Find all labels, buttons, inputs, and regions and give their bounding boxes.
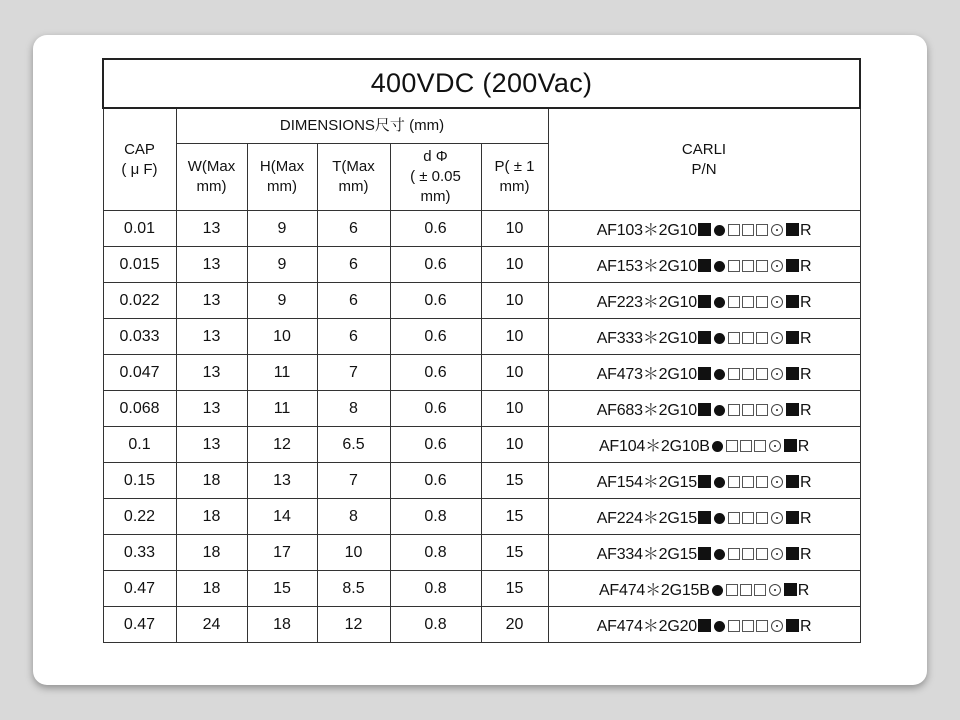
empty-square-icon bbox=[742, 404, 754, 416]
circled-dot-icon bbox=[771, 476, 783, 488]
table-row bbox=[103, 211, 860, 247]
cell-d: 0.8 bbox=[390, 571, 481, 607]
cell-d: 0.6 bbox=[390, 391, 481, 427]
part-number-prefix: AF224＊2G15 bbox=[596, 510, 697, 527]
filled-circle-icon bbox=[714, 405, 725, 416]
part-number-suffix: R bbox=[799, 402, 812, 419]
header-part-number bbox=[548, 108, 860, 211]
cell-d: 0.8 bbox=[390, 607, 481, 643]
cell-cap: 0.01 bbox=[103, 211, 176, 247]
empty-square-icon bbox=[756, 620, 768, 632]
cell-w: 18 bbox=[176, 535, 247, 571]
cell-t: 8 bbox=[317, 499, 390, 535]
cell-w: 24 bbox=[176, 607, 247, 643]
cell-h: 17 bbox=[247, 535, 317, 571]
filled-square-icon bbox=[698, 259, 711, 272]
empty-square-icon bbox=[742, 296, 754, 308]
cell-w: 13 bbox=[176, 211, 247, 247]
empty-square-icon bbox=[742, 620, 754, 632]
cell-t: 6.5 bbox=[317, 427, 390, 463]
filled-square-icon bbox=[698, 403, 711, 416]
header-pitch bbox=[481, 144, 548, 211]
cell-w: 13 bbox=[176, 391, 247, 427]
cell-d: 0.6 bbox=[390, 355, 481, 391]
filled-square-icon bbox=[786, 619, 799, 632]
cell-cap: 0.033 bbox=[103, 319, 176, 355]
empty-square-icon bbox=[728, 224, 740, 236]
part-number-prefix: AF473＊2G10 bbox=[596, 366, 697, 383]
cell-h: 10 bbox=[247, 319, 317, 355]
cell-d: 0.6 bbox=[390, 211, 481, 247]
part-number-prefix: AF334＊2G15 bbox=[596, 546, 697, 563]
filled-circle-icon bbox=[714, 333, 725, 344]
cell-part-number bbox=[548, 427, 860, 463]
empty-square-icon bbox=[742, 368, 754, 380]
table-row bbox=[103, 319, 860, 355]
part-number-suffix: R bbox=[799, 546, 812, 563]
circled-dot-icon bbox=[771, 296, 783, 308]
circled-dot-icon bbox=[771, 512, 783, 524]
part-number-suffix: R bbox=[799, 330, 812, 347]
table-body bbox=[103, 211, 860, 643]
circled-dot-icon bbox=[771, 620, 783, 632]
filled-square-icon bbox=[698, 547, 711, 560]
empty-square-icon bbox=[726, 440, 738, 452]
cell-cap: 0.022 bbox=[103, 283, 176, 319]
table-row bbox=[103, 283, 860, 319]
empty-square-icon bbox=[728, 404, 740, 416]
cell-w: 18 bbox=[176, 463, 247, 499]
cell-part-number bbox=[548, 499, 860, 535]
cell-cap: 0.068 bbox=[103, 391, 176, 427]
cell-cap: 0.1 bbox=[103, 427, 176, 463]
filled-circle-icon bbox=[714, 225, 725, 236]
circled-dot-icon bbox=[771, 260, 783, 272]
header-width bbox=[176, 144, 247, 211]
cell-t: 7 bbox=[317, 463, 390, 499]
empty-square-icon bbox=[742, 332, 754, 344]
cell-p: 10 bbox=[481, 319, 548, 355]
cell-h: 15 bbox=[247, 571, 317, 607]
filled-square-icon bbox=[786, 223, 799, 236]
filled-square-icon bbox=[698, 511, 711, 524]
cell-p: 15 bbox=[481, 571, 548, 607]
cell-h: 18 bbox=[247, 607, 317, 643]
cell-h: 14 bbox=[247, 499, 317, 535]
part-number-prefix: AF474＊2G20 bbox=[596, 618, 697, 635]
part-number-prefix: AF104＊2G10B bbox=[598, 438, 710, 455]
cell-part-number bbox=[548, 391, 860, 427]
cell-p: 10 bbox=[481, 427, 548, 463]
part-number-suffix: R bbox=[799, 222, 812, 239]
part-number-prefix: AF103＊2G10 bbox=[596, 222, 697, 239]
part-number-prefix: AF154＊2G15 bbox=[596, 474, 697, 491]
empty-square-icon bbox=[728, 512, 740, 524]
filled-circle-icon bbox=[714, 513, 725, 524]
part-number-suffix: R bbox=[797, 438, 810, 455]
filled-square-icon bbox=[786, 367, 799, 380]
cell-p: 15 bbox=[481, 499, 548, 535]
empty-square-icon bbox=[756, 296, 768, 308]
empty-square-icon bbox=[756, 368, 768, 380]
circled-dot-icon bbox=[771, 548, 783, 560]
cell-p: 10 bbox=[481, 247, 548, 283]
cell-cap: 0.15 bbox=[103, 463, 176, 499]
header-diameter-text: d Φ ( ± 0.05 mm) bbox=[410, 148, 461, 205]
table-row bbox=[103, 463, 860, 499]
cell-part-number bbox=[548, 319, 860, 355]
table-row bbox=[103, 499, 860, 535]
cell-t: 10 bbox=[317, 535, 390, 571]
empty-square-icon bbox=[740, 584, 752, 596]
filled-circle-icon bbox=[714, 477, 725, 488]
empty-square-icon bbox=[742, 512, 754, 524]
empty-square-icon bbox=[742, 260, 754, 272]
cell-cap: 0.47 bbox=[103, 571, 176, 607]
cell-w: 13 bbox=[176, 283, 247, 319]
cell-d: 0.6 bbox=[390, 427, 481, 463]
cell-w: 13 bbox=[176, 427, 247, 463]
cell-h: 13 bbox=[247, 463, 317, 499]
filled-circle-icon bbox=[714, 621, 725, 632]
cell-h: 11 bbox=[247, 391, 317, 427]
cell-w: 13 bbox=[176, 247, 247, 283]
header-cap-text: CAP ( μ F) bbox=[121, 140, 158, 178]
empty-square-icon bbox=[728, 368, 740, 380]
empty-square-icon bbox=[756, 260, 768, 272]
cell-d: 0.8 bbox=[390, 499, 481, 535]
cell-cap: 0.047 bbox=[103, 355, 176, 391]
header-diameter bbox=[390, 144, 481, 211]
empty-square-icon bbox=[728, 260, 740, 272]
filled-square-icon bbox=[784, 583, 797, 596]
cell-part-number bbox=[548, 247, 860, 283]
cell-d: 0.8 bbox=[390, 535, 481, 571]
header-width-text: W(Max mm) bbox=[187, 158, 236, 195]
empty-square-icon bbox=[754, 440, 766, 452]
cell-p: 10 bbox=[481, 355, 548, 391]
cell-h: 11 bbox=[247, 355, 317, 391]
filled-circle-icon bbox=[712, 585, 723, 596]
part-number-suffix: R bbox=[797, 582, 810, 599]
circled-dot-icon bbox=[771, 224, 783, 236]
filled-square-icon bbox=[786, 547, 799, 560]
cell-p: 10 bbox=[481, 283, 548, 319]
cell-p: 15 bbox=[481, 463, 548, 499]
filled-square-icon bbox=[698, 223, 711, 236]
cell-p: 10 bbox=[481, 391, 548, 427]
header-cap bbox=[103, 108, 176, 211]
header-height-text: H(Max mm) bbox=[259, 158, 305, 195]
part-number-suffix: R bbox=[799, 618, 812, 635]
spec-table-container bbox=[102, 58, 859, 685]
table-title: 400VDC (200Vac) bbox=[103, 59, 860, 108]
part-number-prefix: AF474＊2G15B bbox=[598, 582, 710, 599]
empty-square-icon bbox=[726, 584, 738, 596]
part-number-prefix: AF333＊2G10 bbox=[596, 330, 697, 347]
cell-p: 20 bbox=[481, 607, 548, 643]
filled-square-icon bbox=[786, 295, 799, 308]
filled-square-icon bbox=[786, 403, 799, 416]
empty-square-icon bbox=[756, 476, 768, 488]
part-number-suffix: R bbox=[799, 294, 812, 311]
empty-square-icon bbox=[728, 548, 740, 560]
cell-w: 18 bbox=[176, 571, 247, 607]
cell-t: 6 bbox=[317, 211, 390, 247]
header-pn-text: CARLI P/N bbox=[681, 140, 727, 178]
cell-t: 6 bbox=[317, 319, 390, 355]
empty-square-icon bbox=[742, 224, 754, 236]
cell-t: 6 bbox=[317, 247, 390, 283]
filled-square-icon bbox=[698, 295, 711, 308]
cell-w: 13 bbox=[176, 355, 247, 391]
cell-part-number bbox=[548, 463, 860, 499]
filled-circle-icon bbox=[714, 261, 725, 272]
empty-square-icon bbox=[756, 404, 768, 416]
header-height bbox=[247, 144, 317, 211]
part-number-suffix: R bbox=[799, 366, 812, 383]
cell-part-number bbox=[548, 355, 860, 391]
filled-square-icon bbox=[786, 259, 799, 272]
header-thickness bbox=[317, 144, 390, 211]
cell-d: 0.6 bbox=[390, 283, 481, 319]
empty-square-icon bbox=[756, 332, 768, 344]
cell-part-number bbox=[548, 535, 860, 571]
circled-dot-icon bbox=[771, 332, 783, 344]
header-dimensions: DIMENSIONS尺寸 (mm) bbox=[176, 108, 548, 144]
cell-part-number bbox=[548, 571, 860, 607]
filled-square-icon bbox=[698, 619, 711, 632]
filled-square-icon bbox=[698, 331, 711, 344]
capacitor-spec-table bbox=[102, 58, 861, 643]
cell-h: 12 bbox=[247, 427, 317, 463]
filled-circle-icon bbox=[712, 441, 723, 452]
cell-cap: 0.47 bbox=[103, 607, 176, 643]
cell-t: 12 bbox=[317, 607, 390, 643]
cell-cap: 0.22 bbox=[103, 499, 176, 535]
part-number-prefix: AF153＊2G10 bbox=[596, 258, 697, 275]
empty-square-icon bbox=[756, 548, 768, 560]
filled-square-icon bbox=[698, 367, 711, 380]
circled-dot-icon bbox=[769, 584, 781, 596]
cell-h: 9 bbox=[247, 283, 317, 319]
cell-t: 6 bbox=[317, 283, 390, 319]
empty-square-icon bbox=[742, 548, 754, 560]
cell-w: 13 bbox=[176, 319, 247, 355]
cell-part-number bbox=[548, 211, 860, 247]
table-row bbox=[103, 427, 860, 463]
filled-square-icon bbox=[786, 511, 799, 524]
filled-circle-icon bbox=[714, 549, 725, 560]
empty-square-icon bbox=[728, 332, 740, 344]
table-row bbox=[103, 535, 860, 571]
part-number-prefix: AF683＊2G10 bbox=[596, 402, 697, 419]
cell-cap: 0.33 bbox=[103, 535, 176, 571]
header-thickness-text: T(Max mm) bbox=[332, 158, 375, 195]
cell-w: 18 bbox=[176, 499, 247, 535]
cell-h: 9 bbox=[247, 211, 317, 247]
filled-square-icon bbox=[786, 475, 799, 488]
circled-dot-icon bbox=[771, 368, 783, 380]
table-row bbox=[103, 571, 860, 607]
filled-square-icon bbox=[698, 475, 711, 488]
empty-square-icon bbox=[756, 512, 768, 524]
table-row bbox=[103, 355, 860, 391]
filled-circle-icon bbox=[714, 297, 725, 308]
table-row bbox=[103, 247, 860, 283]
cell-part-number bbox=[548, 283, 860, 319]
part-number-prefix: AF223＊2G10 bbox=[596, 294, 697, 311]
empty-square-icon bbox=[756, 224, 768, 236]
filled-square-icon bbox=[784, 439, 797, 452]
cell-part-number bbox=[548, 607, 860, 643]
cell-d: 0.6 bbox=[390, 319, 481, 355]
filled-circle-icon bbox=[714, 369, 725, 380]
empty-square-icon bbox=[728, 296, 740, 308]
table-row bbox=[103, 607, 860, 643]
part-number-suffix: R bbox=[799, 510, 812, 527]
empty-square-icon bbox=[740, 440, 752, 452]
slide bbox=[33, 35, 927, 685]
cell-t: 8 bbox=[317, 391, 390, 427]
cell-t: 7 bbox=[317, 355, 390, 391]
cell-cap: 0.015 bbox=[103, 247, 176, 283]
cell-t: 8.5 bbox=[317, 571, 390, 607]
circled-dot-icon bbox=[771, 404, 783, 416]
circled-dot-icon bbox=[769, 440, 781, 452]
cell-p: 10 bbox=[481, 211, 548, 247]
empty-square-icon bbox=[742, 476, 754, 488]
cell-p: 15 bbox=[481, 535, 548, 571]
table-row bbox=[103, 391, 860, 427]
cell-h: 9 bbox=[247, 247, 317, 283]
empty-square-icon bbox=[728, 476, 740, 488]
empty-square-icon bbox=[754, 584, 766, 596]
empty-square-icon bbox=[728, 620, 740, 632]
cell-d: 0.6 bbox=[390, 463, 481, 499]
cell-d: 0.6 bbox=[390, 247, 481, 283]
part-number-suffix: R bbox=[799, 258, 812, 275]
filled-square-icon bbox=[786, 331, 799, 344]
header-pitch-text: P( ± 1 mm) bbox=[494, 158, 535, 195]
part-number-suffix: R bbox=[799, 474, 812, 491]
